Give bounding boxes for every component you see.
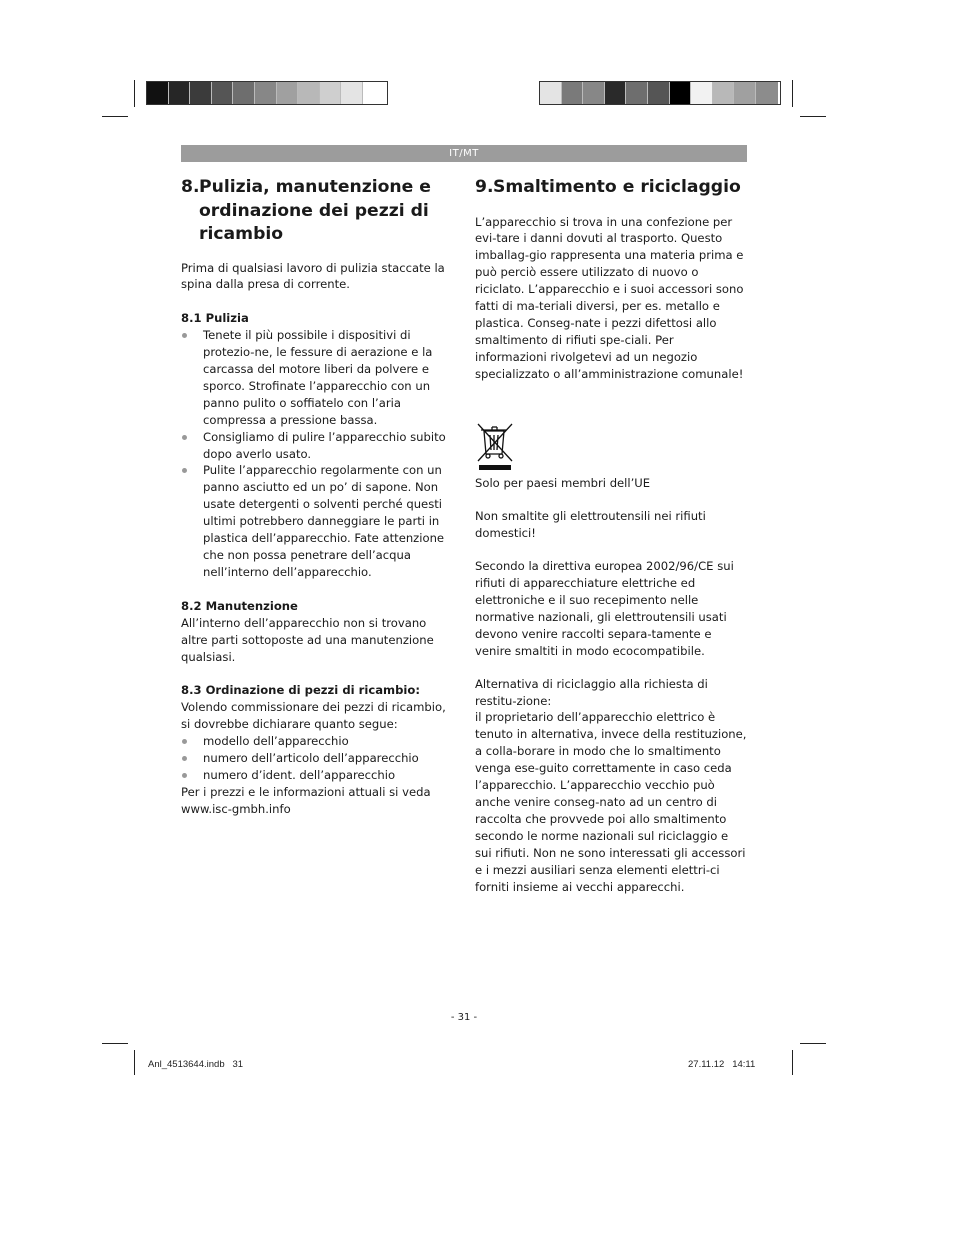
color-swatch — [255, 82, 277, 104]
directive-text: Secondo la direttiva europea 2002/96/CE sui rifiuti di apparecchiature elettriche ed elettroniche e il suo recepimento nelle normative nazionali, gli elettroutensili usati devono venire raccolti separa-tamente e venire smaltiti in modo ecocompatibile. — [475, 559, 734, 658]
crop-mark — [102, 1043, 128, 1044]
color-swatch — [169, 82, 191, 104]
spare-parts-list — [181, 733, 453, 784]
color-swatch — [583, 82, 605, 104]
crop-mark — [134, 1050, 135, 1075]
crop-mark — [800, 116, 826, 117]
list-item: numero d’ident. dell’apparecchio — [181, 767, 453, 784]
section-8-title — [181, 176, 453, 247]
color-swatch — [605, 82, 627, 104]
color-swatch — [562, 82, 584, 104]
list-item: Tenete il più possibile i dispositivi di protezio-ne, le fessure di aerazione e la carcassa del motore liberi da polvere e sporco. Strofinate l’apparecchio con un panno pulito o soffiatelo con l’aria compressa a pressione bassa. — [181, 327, 453, 428]
crop-mark — [792, 80, 793, 107]
color-swatch — [212, 82, 234, 104]
color-swatch — [147, 82, 169, 104]
crop-mark — [792, 1050, 793, 1075]
list-item: numero dell’articolo dell’apparecchio — [181, 750, 453, 767]
eu-only-text: Solo per paesi membri dell’UE — [475, 476, 651, 491]
page-number: - 31 - — [450, 1012, 478, 1023]
color-bar-right — [539, 81, 781, 105]
language-band: IT/MT — [181, 145, 747, 162]
color-swatch — [670, 82, 692, 104]
left-column — [181, 176, 453, 818]
file-info: Anl_4513644.indb 31 — [148, 1059, 244, 1070]
spare-parts-text: Volendo commissionare dei pezzi di ricambio, si dovrebbe dichiarare quanto segue: — [181, 700, 446, 732]
color-swatch — [713, 82, 735, 104]
list-item: Pulite l’apparecchio regolarmente con un panno asciutto ed un po’ di sapone. Non usate detergenti o solventi perché questi ultimi potrebbero danneggiare le parti in plastica dell’apparecchio. Fate attenzione che non possa penetrare dell’acqua nell’interno dell’apparecchio. — [181, 462, 453, 580]
right-column — [475, 176, 747, 895]
color-swatch — [233, 82, 255, 104]
color-swatch — [298, 82, 320, 104]
maintenance-text: All’interno dell’apparecchio non si trovano altre parti sottoposte ad una manutenzione qualsiasi. — [181, 615, 434, 664]
list-item: modello dell’apparecchio — [181, 733, 453, 750]
color-swatch — [626, 82, 648, 104]
section-number: 8. — [181, 177, 200, 197]
print-datetime: 27.11.12 14:11 — [688, 1059, 756, 1070]
no-household-waste-text: Non smaltite gli elettroutensili nei rifiuti domestici! — [475, 509, 706, 541]
color-swatch — [320, 82, 342, 104]
cleaning-list — [181, 327, 453, 581]
section-title-text: Pulizia, manutenzione e ordinazione dei pezzi di ricambio — [199, 177, 431, 244]
color-swatch — [540, 82, 562, 104]
color-swatch — [190, 82, 212, 104]
cleaning-intro: Prima di qualsiasi lavoro di pulizia staccate la spina dalla presa di corrente. — [181, 260, 445, 292]
subsection-maintenance-title: 8.2 Manutenzione — [181, 598, 298, 613]
color-swatch — [734, 82, 756, 104]
subsection-cleaning-title: 8.1 Pulizia — [181, 311, 249, 326]
crop-mark — [134, 80, 135, 107]
color-swatch — [277, 82, 299, 104]
crop-mark — [800, 1043, 826, 1044]
spare-parts-outro: Per i prezzi e le informazioni attuali si veda www.isc-gmbh.info — [181, 784, 431, 816]
weee-crossed-bin-icon — [475, 421, 515, 471]
color-swatch — [341, 82, 363, 104]
section-number: 9. — [475, 177, 494, 197]
color-bar-left — [146, 81, 388, 105]
color-swatch — [756, 82, 778, 104]
color-swatch — [691, 82, 713, 104]
section-title-text: Smaltimento e riciclaggio — [493, 177, 741, 197]
color-swatch — [363, 82, 385, 104]
section-9-title — [475, 176, 747, 200]
recycling-alternative-title: Alternativa di riciclaggio alla richiesta di restitu-zione: — [475, 676, 708, 708]
color-swatch — [648, 82, 670, 104]
recycling-alternative-text: il proprietario dell’apparecchio elettrico è tenuto in alternativa, invece della restituzione, a colla-borare in modo che lo smaltimento venga ese-guito correttamente in caso ceda l’apparecchio. L’apparecchio vecchio può anche venire conseg-nato ad un centro di raccolta che provvede poi allo smaltimento secondo le norme nazionali sul riciclaggio e sui rifiuti. Non ne sono interessati gli accessori e i mezzi ausiliari senza elementi elettri-ci forniti insieme ai vecchi apparecchi. — [475, 710, 747, 894]
subsection-spare-parts-title: 8.3 Ordinazione di pezzi di ricambio: — [181, 683, 420, 698]
crop-mark — [102, 116, 128, 117]
list-item: Consigliamo di pulire l’apparecchio subito dopo averlo usato. — [181, 429, 453, 463]
disposal-paragraph-1: L’apparecchio si trova in una confezione per evi-tare i danni dovuti al trasporto. Questo imballag-gio rappresenta una materia prima e può perciò essere utilizzato di nuovo o riciclato. L’apparecchio e i suoi accessori sono fatti di ma-teriali diversi, per es. metallo e plastica. Conseg-nate i pezzi difettosi allo smaltimento di rifiuti spe-ciali. Per informazioni rivolgetevi ad un negozio specializzato o all’amministrazione comunale! — [475, 214, 744, 381]
